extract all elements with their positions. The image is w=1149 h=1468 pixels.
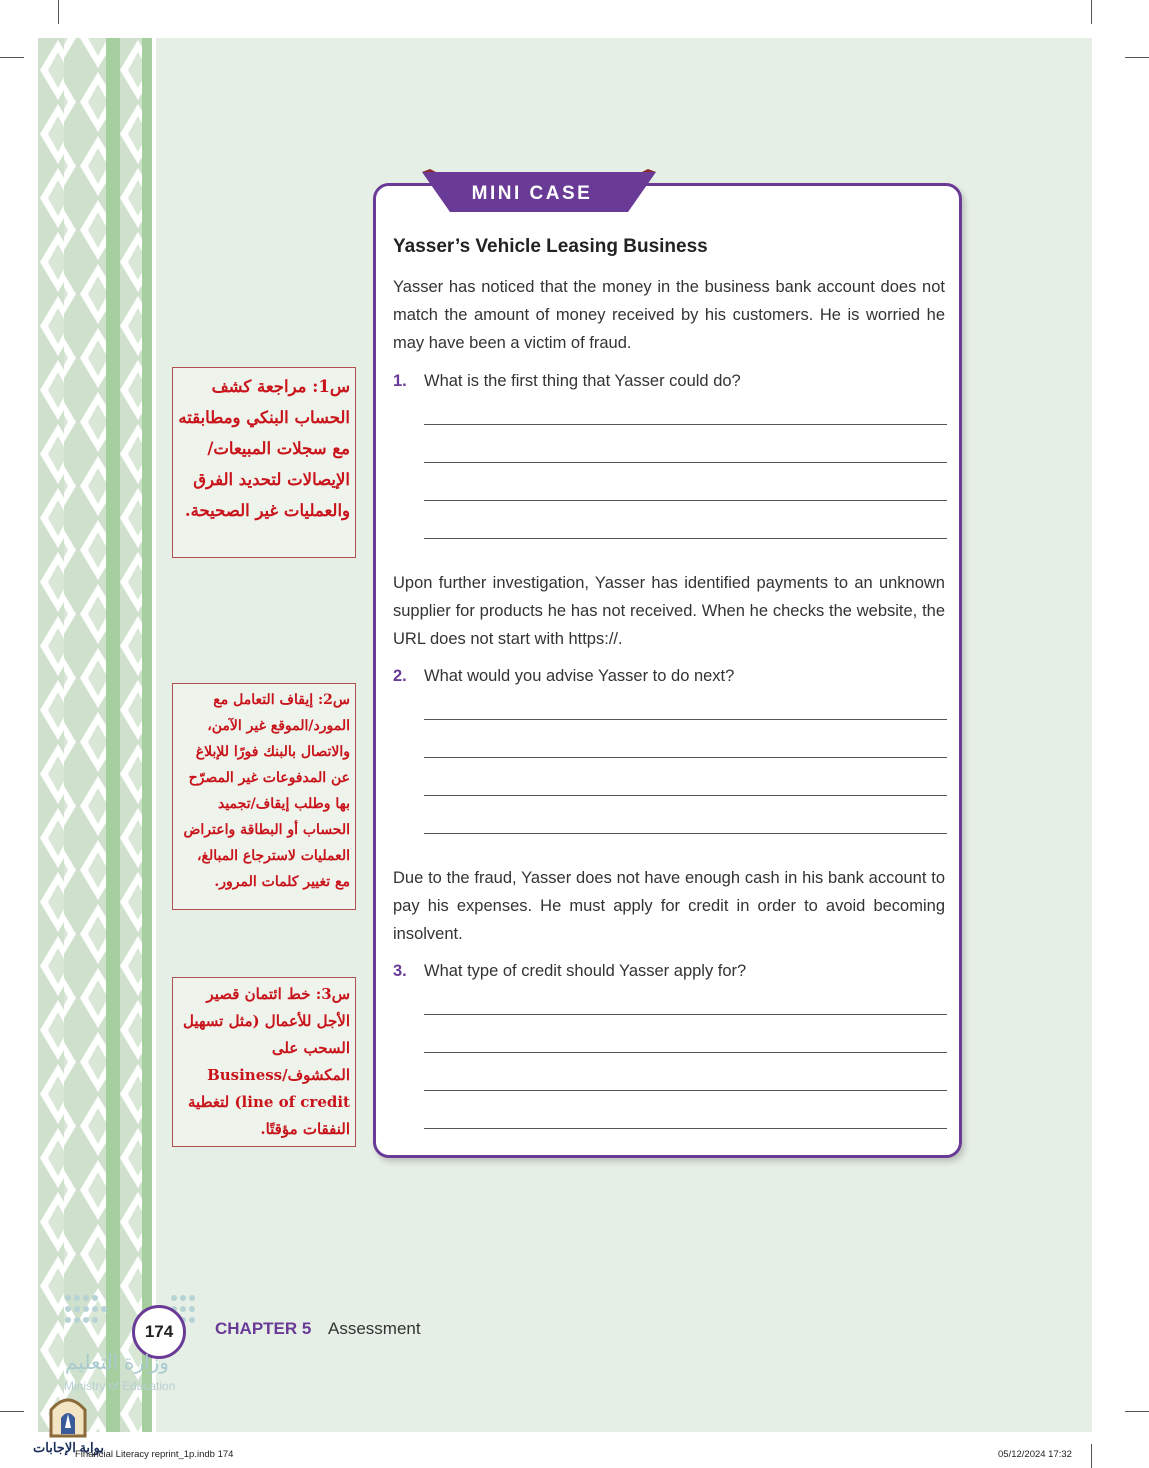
crop-mark [1125,1411,1149,1412]
question-text: What type of credit should Yasser apply for? [424,962,747,980]
answer-line[interactable] [424,462,947,463]
case-paragraph-2: Upon further investigation, Yasser has identified payments to an unknown supplier for products he has not received. When he checks the website, the URL does not start with https://. [393,574,945,648]
crop-mark [0,57,24,58]
mini-case-label: MINI CASE [471,183,593,204]
answer-line[interactable] [424,538,947,539]
question-2 [393,664,734,688]
page-number: 174 [132,1305,186,1359]
question-text: What would you advise Yasser to do next? [424,667,735,685]
question-number: 3. [393,962,407,980]
ministry-name-english: Ministry of Education [64,1379,176,1393]
answer-line[interactable] [424,795,947,796]
answer-note-3: س3: خط ائتمان قصير الأجل للأعمال (مثل تسهيل السحب على المكشوف/Business line of credit) لتغطية النفقات مؤقتًا. [172,977,356,1147]
answer-line[interactable] [424,500,947,501]
answer-line[interactable] [424,1014,947,1015]
case-title: Yasser’s Vehicle Leasing Business [393,236,708,257]
answer-line[interactable] [424,719,947,720]
print-slug-date: 05/12/2024 17:32 [998,1449,1072,1460]
crop-mark [1091,0,1092,24]
section-label: Assessment [328,1319,421,1338]
site-name: بوابة الإجابات [33,1440,104,1455]
answer-line[interactable] [424,1128,947,1129]
crop-mark [0,1411,24,1412]
print-slug-file: Financial Literacy reprint_1p.indb 174 [75,1449,234,1460]
crop-mark [1091,1444,1092,1468]
answer-line[interactable] [424,833,947,834]
answer-line[interactable] [424,1090,947,1091]
crop-mark [1125,57,1149,58]
answer-line[interactable] [424,1052,947,1053]
answer-note-1: س1: مراجعة كشف الحساب البنكي ومطابقته مع سجلات المبيعات/ الإيصالات لتحديد الفرق والعمليات غير الصحيحة. [172,367,356,558]
ministry-name-arabic: وزارة التعليم [65,1352,169,1374]
case-intro: Yasser has noticed that the money in the business bank account does not match the amount of money received by his customers. He is worried he may have been a victim of fraud. [393,278,945,352]
decorative-border [38,38,156,1432]
answer-line[interactable] [424,757,947,758]
question-3 [393,959,746,983]
question-text: What is the first thing that Yasser could do? [424,372,741,390]
chapter-label: CHAPTER 5 [215,1319,312,1338]
answer-line[interactable] [424,424,947,425]
crop-mark [58,0,59,24]
question-number: 2. [393,667,407,685]
case-paragraph-3: Due to the fraud, Yasser does not have enough cash in his bank account to pay his expenses. He must apply for credit in order to avoid becoming insolvent. [393,869,945,943]
answer-note-2: س2: إيقاف التعامل مع المورد/الموقع غير الآمن، والاتصال بالبنك فورًا للإبلاغ عن المدفوعات غير المصرّح بها وطلب إيقاف/تجميد الحساب أو البطاقة واعتراض العمليات لاسترجاع المبالغ، مع تغيير كلمات المرور. [172,683,356,910]
question-number: 1. [393,372,407,390]
question-1 [393,369,741,393]
